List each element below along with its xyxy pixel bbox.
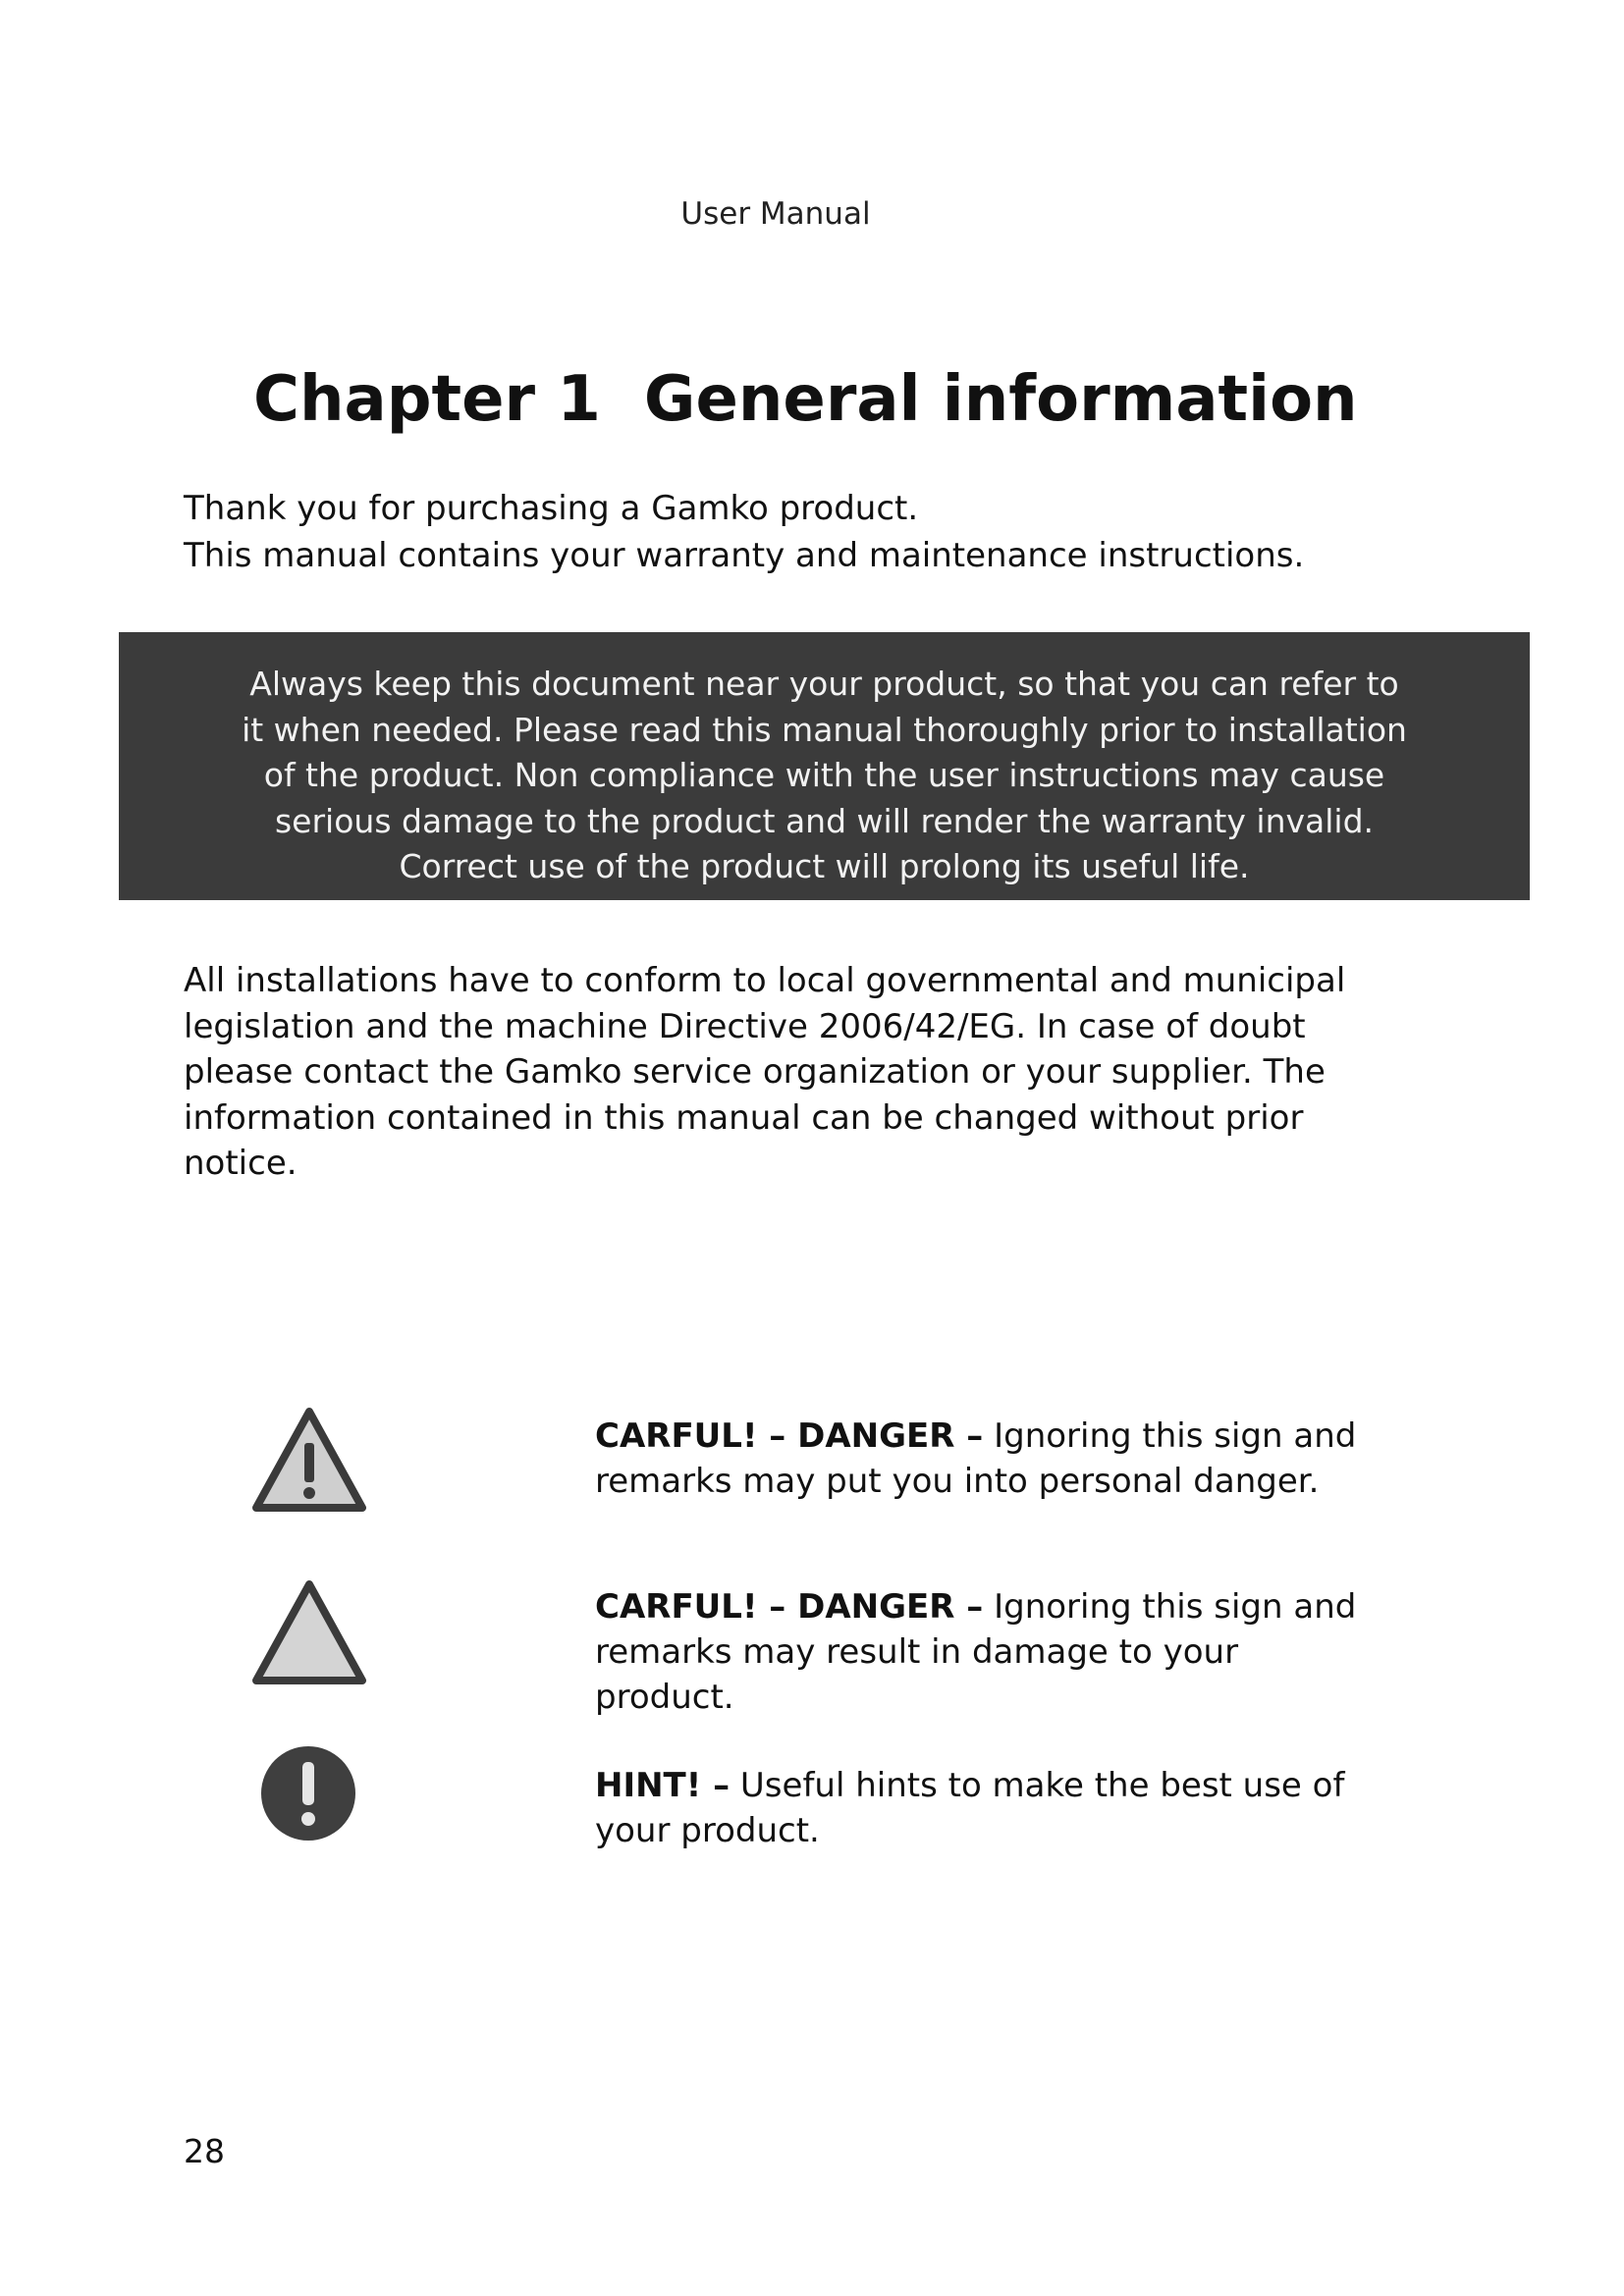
page-header: User Manual (680, 196, 871, 232)
sign-label: CARFUL! – DANGER – (595, 1587, 984, 1627)
legal-line: All installations have to conform to local governmental and municipal (184, 961, 1346, 1000)
sign-description: product. (595, 1678, 734, 1717)
sign-description: Ignoring this sign and (994, 1587, 1357, 1627)
legal-paragraph (184, 958, 1391, 1187)
legal-line: legislation and the machine Directive 2006/42/EG. In case of doubt (184, 1006, 1306, 1046)
legal-line: information contained in this manual can be changed without prior (184, 1097, 1304, 1138)
page-number: 28 (184, 2132, 225, 2170)
hint-exclamation-circle-icon (257, 1742, 359, 1844)
notice-line: serious damage to the product and will render the warranty invalid. (274, 801, 1375, 840)
notice-line: Correct use of the product will prolong its useful life. (399, 847, 1250, 885)
sign-hint (595, 1763, 1459, 1853)
sign-danger-product (595, 1584, 1459, 1720)
warning-exclamation-triangle-icon (250, 1406, 368, 1514)
notice-line: Always keep this document near your product, so that you can refer to (249, 665, 1399, 703)
notice-line: of the product. Non compliance with the user instructions may cause (263, 756, 1385, 794)
notice-line: it when needed. Please read this manual thoroughly prior to installation (242, 710, 1407, 749)
legal-line: please contact the Gamko service organization or your supplier. The (184, 1052, 1326, 1092)
chapter-number: Chapter 1 (253, 363, 601, 436)
sign-danger-personal (595, 1414, 1459, 1504)
sign-label: HINT! – (595, 1766, 731, 1805)
intro-text (184, 485, 1304, 579)
intro-line: This manual contains your warranty and maintenance instructions. (184, 536, 1305, 575)
sign-label: CARFUL! – DANGER – (595, 1416, 984, 1456)
sign-description: remarks may put you into personal danger. (595, 1462, 1320, 1501)
warning-triangle-icon (250, 1578, 368, 1686)
legal-line: notice. (184, 1144, 298, 1183)
intro-line: Thank you for purchasing a Gamko product. (184, 489, 919, 528)
chapter-name: General information (643, 363, 1358, 436)
notice-box (119, 632, 1530, 900)
sign-description: Useful hints to make the best use of (739, 1766, 1345, 1805)
sign-description: remarks may result in damage to your (595, 1632, 1239, 1672)
sign-description: Ignoring this sign and (994, 1416, 1357, 1456)
chapter-title (253, 363, 1358, 436)
sign-description: your product. (595, 1811, 820, 1850)
